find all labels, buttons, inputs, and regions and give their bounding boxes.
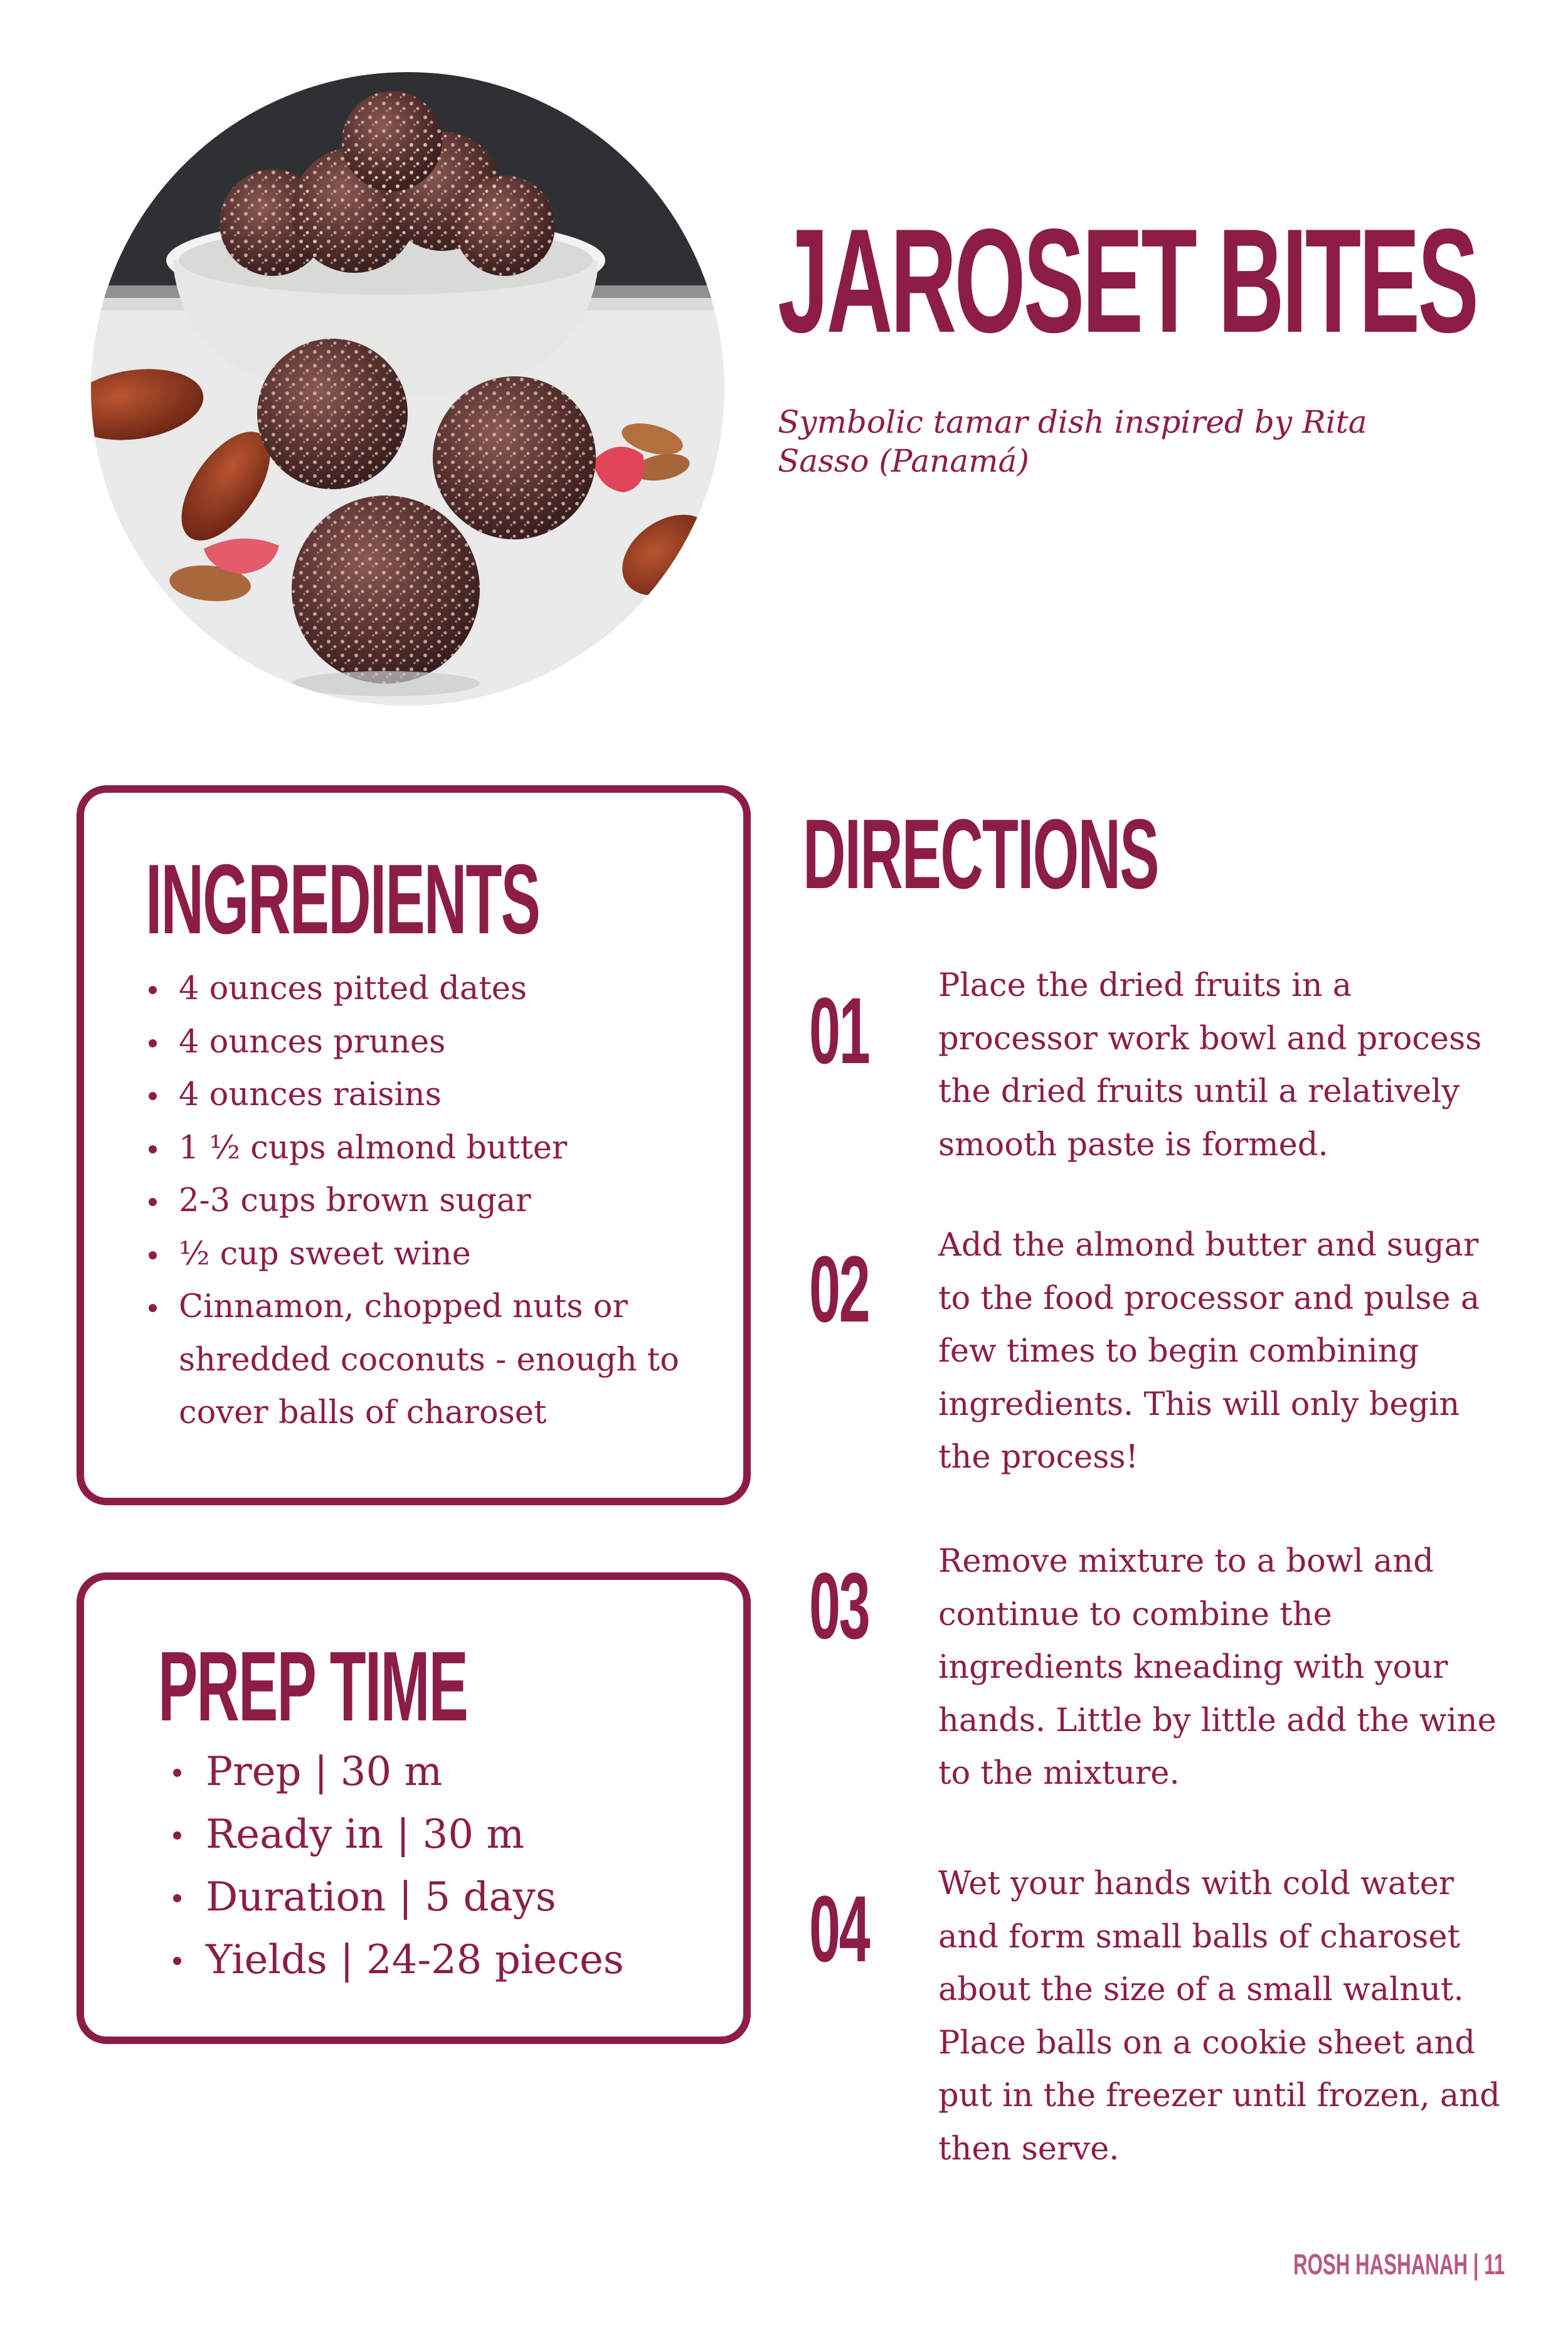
step-number: 04 (809, 1876, 869, 1981)
ingredients-list (179, 963, 693, 1440)
step-text: Remove mixture to a bowl and continue to combine the ingredients kneading with your hands. Little by little add the wine to the mixture. (938, 1543, 1496, 1792)
step-text: Wet your hands with cold water and form small balls of charoset about the size of a small walnut. Place balls on a cookie sheet and put in the freezer until frozen, and then serve. (938, 1865, 1500, 2168)
list-item: Duration | 5 days (206, 1866, 707, 1929)
list-item: 4 ounces pitted dates (179, 963, 693, 1016)
recipe-title: JAROSET BITES (778, 198, 1477, 364)
recipe-photo (91, 72, 724, 706)
list-item: 4 ounces raisins (179, 1069, 693, 1122)
list-item: Prep | 30 m (206, 1740, 707, 1803)
list-item: 4 ounces prunes (179, 1016, 693, 1069)
step-number: 02 (809, 1236, 869, 1342)
list-item: Cinnamon, chopped nuts or shredded coconuts - enough to cover balls of charoset (179, 1281, 693, 1440)
step-text: Place the dried fruits in a processor work bowl and process the dried fruits until a relatively smooth paste is formed. (938, 967, 1482, 1163)
recipe-subtitle: Symbolic tamar dish inspired by Rita Sasso (Panamá) (778, 404, 1367, 479)
step-number: 01 (809, 978, 869, 1083)
charoset-balls-image (91, 72, 724, 706)
page-footer: ROSH HASHANAH | 11 (1293, 2248, 1505, 2280)
directions-heading: DIRECTIONS (803, 799, 1158, 909)
prep-time-list (206, 1740, 707, 1991)
step-text: Add the almond butter and sugar to the food processor and pulse a few times to begin combining ingredients. This will only begin the process! (938, 1227, 1480, 1476)
ingredients-heading: INGREDIENTS (146, 844, 540, 955)
step-number: 03 (809, 1553, 869, 1658)
list-item: ½ cup sweet wine (179, 1228, 693, 1281)
list-item: Ready in | 30 m (206, 1803, 707, 1866)
list-item: 1 ½ cups almond butter (179, 1122, 693, 1175)
list-item: 2-3 cups brown sugar (179, 1175, 693, 1228)
list-item: Yields | 24-28 pieces (206, 1929, 707, 1991)
prep-time-heading: PREP TIME (158, 1631, 468, 1742)
